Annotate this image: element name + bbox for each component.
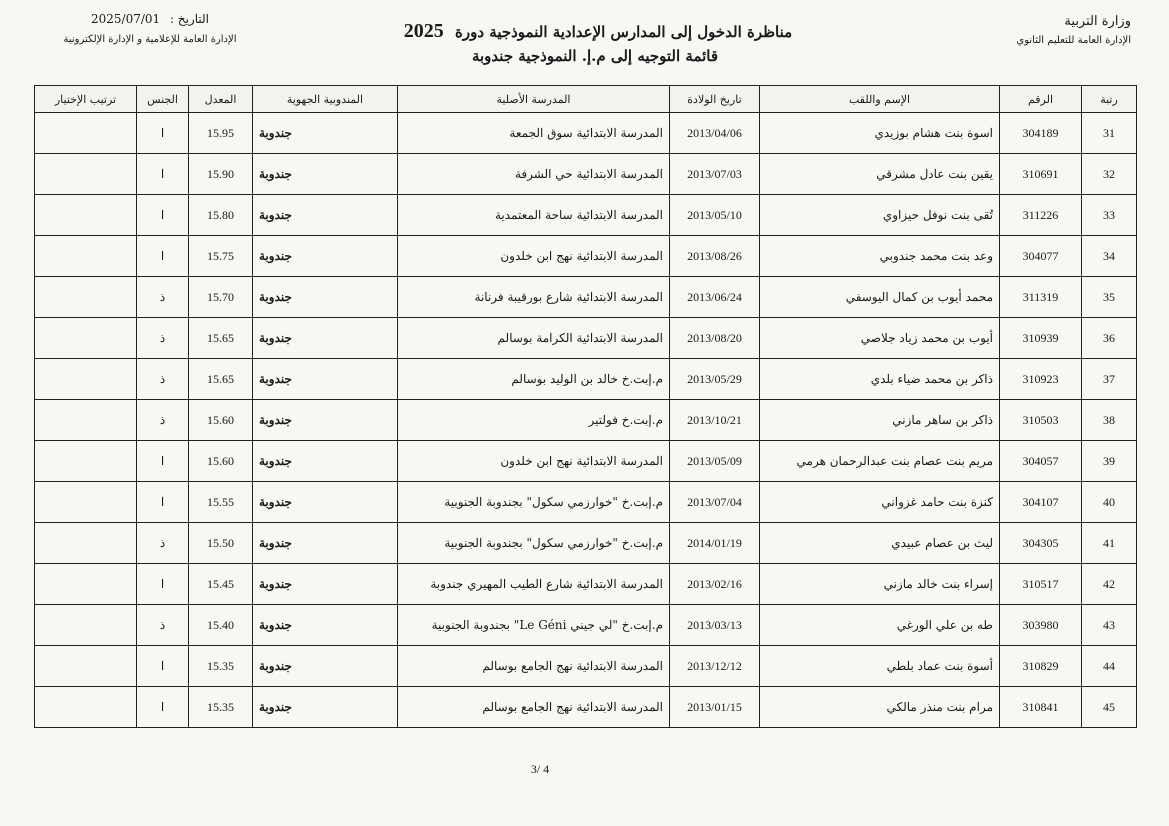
cell-region: جندوبة xyxy=(253,523,398,564)
cell-number: 310923 xyxy=(1000,359,1082,400)
table-row xyxy=(35,646,1137,687)
table-row xyxy=(35,482,1137,523)
cell-school: المدرسة الابتدائية سوق الجمعة xyxy=(398,113,670,154)
cell-name: ذاكر بن ساهر مازني xyxy=(760,400,1000,441)
table-row xyxy=(35,441,1137,482)
cell-number: 310503 xyxy=(1000,400,1082,441)
cell-average: 15.65 xyxy=(189,359,253,400)
cell-dob: 2014/01/19 xyxy=(670,523,760,564)
table-row xyxy=(35,564,1137,605)
column-header-average: المعدل xyxy=(189,86,253,113)
cell-rank: 45 xyxy=(1082,687,1137,728)
cell-rank: 36 xyxy=(1082,318,1137,359)
table-row xyxy=(35,605,1137,646)
cell-preference xyxy=(35,318,137,359)
cell-average: 15.75 xyxy=(189,236,253,277)
cell-gender: ا xyxy=(137,113,189,154)
cell-name: تُقى بنت نوفل حيزاوي xyxy=(760,195,1000,236)
cell-region: جندوبة xyxy=(253,359,398,400)
cell-region: جندوبة xyxy=(253,605,398,646)
cell-gender: ذ xyxy=(137,318,189,359)
cell-average: 15.35 xyxy=(189,687,253,728)
table-row xyxy=(35,318,1137,359)
column-header-name: الإسم واللقب xyxy=(760,86,1000,113)
cell-number: 310517 xyxy=(1000,564,1082,605)
cell-region: جندوبة xyxy=(253,154,398,195)
cell-region: جندوبة xyxy=(253,687,398,728)
cell-region: جندوبة xyxy=(253,318,398,359)
cell-name: ذاكر بن محمد ضياء بلدي xyxy=(760,359,1000,400)
table-row xyxy=(35,687,1137,728)
cell-dob: 2013/10/21 xyxy=(670,400,760,441)
cell-average: 15.40 xyxy=(189,605,253,646)
document-title xyxy=(360,20,830,43)
cell-name: كنزة بنت حامد غزواني xyxy=(760,482,1000,523)
cell-dob: 2013/05/09 xyxy=(670,441,760,482)
cell-school: م.إبت.خ فولتير xyxy=(398,400,670,441)
cell-rank: 34 xyxy=(1082,236,1137,277)
cell-region: جندوبة xyxy=(253,236,398,277)
cell-rank: 39 xyxy=(1082,441,1137,482)
cell-average: 15.35 xyxy=(189,646,253,687)
cell-school: المدرسة الابتدائية الكرامة بوسالم xyxy=(398,318,670,359)
cell-school: المدرسة الابتدائية نهج الجامع بوسالم xyxy=(398,646,670,687)
cell-rank: 42 xyxy=(1082,564,1137,605)
cell-preference xyxy=(35,646,137,687)
cell-region: جندوبة xyxy=(253,277,398,318)
column-header-number: الرقم xyxy=(1000,86,1082,113)
cell-preference xyxy=(35,236,137,277)
table-row xyxy=(35,113,1137,154)
cell-gender: ذ xyxy=(137,523,189,564)
cell-name: مرام بنت منذر مالكي xyxy=(760,687,1000,728)
table-row xyxy=(35,154,1137,195)
cell-gender: ذ xyxy=(137,400,189,441)
cell-name: محمد أيوب بن كمال اليوسفي xyxy=(760,277,1000,318)
cell-rank: 35 xyxy=(1082,277,1137,318)
cell-region: جندوبة xyxy=(253,441,398,482)
cell-dob: 2013/05/29 xyxy=(670,359,760,400)
cell-rank: 32 xyxy=(1082,154,1137,195)
cell-dob: 2013/08/26 xyxy=(670,236,760,277)
cell-gender: ذ xyxy=(137,277,189,318)
table-row xyxy=(35,195,1137,236)
table-header-row xyxy=(35,86,1137,113)
cell-preference xyxy=(35,154,137,195)
cell-number: 304077 xyxy=(1000,236,1082,277)
cell-region: جندوبة xyxy=(253,646,398,687)
cell-school: المدرسة الابتدائية شارع الطيب المهيري جندوبة xyxy=(398,564,670,605)
cell-rank: 31 xyxy=(1082,113,1137,154)
cell-school: المدرسة الابتدائية ساحة المعتمدية xyxy=(398,195,670,236)
cell-name: طه بن علي الورغي xyxy=(760,605,1000,646)
cell-preference xyxy=(35,687,137,728)
column-header-gender: الجنس xyxy=(137,86,189,113)
cell-average: 15.55 xyxy=(189,482,253,523)
cell-name: أسوة بنت عماد بلطي xyxy=(760,646,1000,687)
cell-number: 311319 xyxy=(1000,277,1082,318)
document-title-block xyxy=(360,20,830,65)
cell-gender: ا xyxy=(137,441,189,482)
cell-gender: ا xyxy=(137,195,189,236)
cell-name: اسوة بنت هشام بوزيدي xyxy=(760,113,1000,154)
results-table xyxy=(34,85,1137,728)
cell-gender: ا xyxy=(137,646,189,687)
cell-average: 15.95 xyxy=(189,113,253,154)
cell-number: 310691 xyxy=(1000,154,1082,195)
cell-average: 15.90 xyxy=(189,154,253,195)
table-row xyxy=(35,400,1137,441)
cell-gender: ا xyxy=(137,482,189,523)
table-row xyxy=(35,277,1137,318)
cell-average: 15.60 xyxy=(189,441,253,482)
date-value: 2025/07/01 xyxy=(90,12,161,26)
ministry-name: وزارة التربية xyxy=(1064,14,1131,29)
cell-gender: ا xyxy=(137,564,189,605)
title-year: 2025 xyxy=(403,20,444,42)
cell-school: م.إبت.خ "خوارزمي سكول" بجندوبة الجنوبية xyxy=(398,482,670,523)
cell-number: 310829 xyxy=(1000,646,1082,687)
cell-dob: 2013/02/16 xyxy=(670,564,760,605)
cell-preference xyxy=(35,277,137,318)
cell-rank: 41 xyxy=(1082,523,1137,564)
table-row xyxy=(35,523,1137,564)
column-header-preference: ترتيب الإختيار xyxy=(35,86,137,113)
cell-rank: 38 xyxy=(1082,400,1137,441)
cell-number: 310939 xyxy=(1000,318,1082,359)
cell-school: المدرسة الابتدائية شارع بورقيبة فرنانة xyxy=(398,277,670,318)
cell-region: جندوبة xyxy=(253,195,398,236)
cell-dob: 2013/07/03 xyxy=(670,154,760,195)
cell-number: 303980 xyxy=(1000,605,1082,646)
cell-preference xyxy=(35,523,137,564)
cell-school: م.إبت.خ "لي جيني Le Géni" بجندوبة الجنوبية xyxy=(398,605,670,646)
cell-average: 15.70 xyxy=(189,277,253,318)
cell-rank: 37 xyxy=(1082,359,1137,400)
cell-average: 15.80 xyxy=(189,195,253,236)
cell-preference xyxy=(35,482,137,523)
cell-rank: 40 xyxy=(1082,482,1137,523)
table-row xyxy=(35,359,1137,400)
cell-number: 304107 xyxy=(1000,482,1082,523)
date-row xyxy=(30,12,270,26)
cell-average: 15.50 xyxy=(189,523,253,564)
title-text: مناظرة الدخول إلى المدارس الإعدادية النموذجية دورة xyxy=(455,23,793,41)
directorate-name: الإدارة العامة للتعليم الثانوي xyxy=(1016,35,1131,46)
cell-preference xyxy=(35,359,137,400)
cell-average: 15.45 xyxy=(189,564,253,605)
cell-dob: 2013/05/10 xyxy=(670,195,760,236)
document-subtitle: قائمة التوجيه إلى م.إ. النموذجية جندوبة xyxy=(471,47,719,65)
cell-dob: 2013/03/13 xyxy=(670,605,760,646)
cell-dob: 2013/08/20 xyxy=(670,318,760,359)
cell-dob: 2013/12/12 xyxy=(670,646,760,687)
cell-rank: 43 xyxy=(1082,605,1137,646)
cell-number: 304305 xyxy=(1000,523,1082,564)
cell-preference xyxy=(35,605,137,646)
cell-gender: ا xyxy=(137,687,189,728)
cell-region: جندوبة xyxy=(253,564,398,605)
cell-rank: 44 xyxy=(1082,646,1137,687)
cell-rank: 33 xyxy=(1082,195,1137,236)
column-header-dob: تاريخ الولادة xyxy=(670,86,760,113)
cell-gender: ا xyxy=(137,154,189,195)
table-row xyxy=(35,236,1137,277)
cell-gender: ذ xyxy=(137,605,189,646)
cell-name: وعد بنت محمد جندوبي xyxy=(760,236,1000,277)
cell-number: 304057 xyxy=(1000,441,1082,482)
header-date-block xyxy=(30,12,270,45)
cell-school: المدرسة الابتدائية نهج ابن خلدون xyxy=(398,236,670,277)
cell-school: المدرسة الابتدائية نهج ابن خلدون xyxy=(398,441,670,482)
cell-preference xyxy=(35,195,137,236)
cell-region: جندوبة xyxy=(253,482,398,523)
cell-region: جندوبة xyxy=(253,400,398,441)
cell-dob: 2013/04/06 xyxy=(670,113,760,154)
cell-dob: 2013/06/24 xyxy=(670,277,760,318)
cell-gender: ذ xyxy=(137,359,189,400)
cell-school: المدرسة الابتدائية حي الشرفة xyxy=(398,154,670,195)
table-body xyxy=(35,113,1137,728)
cell-preference xyxy=(35,441,137,482)
cell-name: أيوب بن محمد زياد جلاصي xyxy=(760,318,1000,359)
cell-name: إسراء بنت خالد مازني xyxy=(760,564,1000,605)
department-name: الإدارة العامة للإعلامية و الإدارة الإلكترونية xyxy=(63,34,237,45)
cell-name: ليث بن عصام عبيدي xyxy=(760,523,1000,564)
date-label: التاريخ : xyxy=(169,12,209,26)
cell-preference xyxy=(35,400,137,441)
column-header-rank: رتبة xyxy=(1082,86,1137,113)
cell-school: م.إبت.خ خالد بن الوليد بوسالم xyxy=(398,359,670,400)
cell-preference xyxy=(35,113,137,154)
cell-dob: 2013/01/15 xyxy=(670,687,760,728)
page-number: 3/ 4 xyxy=(530,762,550,776)
cell-average: 15.65 xyxy=(189,318,253,359)
cell-preference xyxy=(35,564,137,605)
cell-school: م.إبت.خ "خوارزمي سكول" بجندوبة الجنوبية xyxy=(398,523,670,564)
cell-average: 15.60 xyxy=(189,400,253,441)
cell-region: جندوبة xyxy=(253,113,398,154)
cell-number: 310841 xyxy=(1000,687,1082,728)
cell-dob: 2013/07/04 xyxy=(670,482,760,523)
column-header-region: المندوبية الجهوية xyxy=(253,86,398,113)
cell-number: 311226 xyxy=(1000,195,1082,236)
cell-name: مريم بنت عصام بنت عبدالرحمان هرمي xyxy=(760,441,1000,482)
cell-gender: ا xyxy=(137,236,189,277)
header-ministry-block xyxy=(911,14,1131,46)
column-header-school: المدرسة الأصلية xyxy=(398,86,670,113)
cell-school: المدرسة الابتدائية نهج الجامع بوسالم xyxy=(398,687,670,728)
cell-number: 304189 xyxy=(1000,113,1082,154)
cell-name: يقين بنت عادل مشرقي xyxy=(760,154,1000,195)
